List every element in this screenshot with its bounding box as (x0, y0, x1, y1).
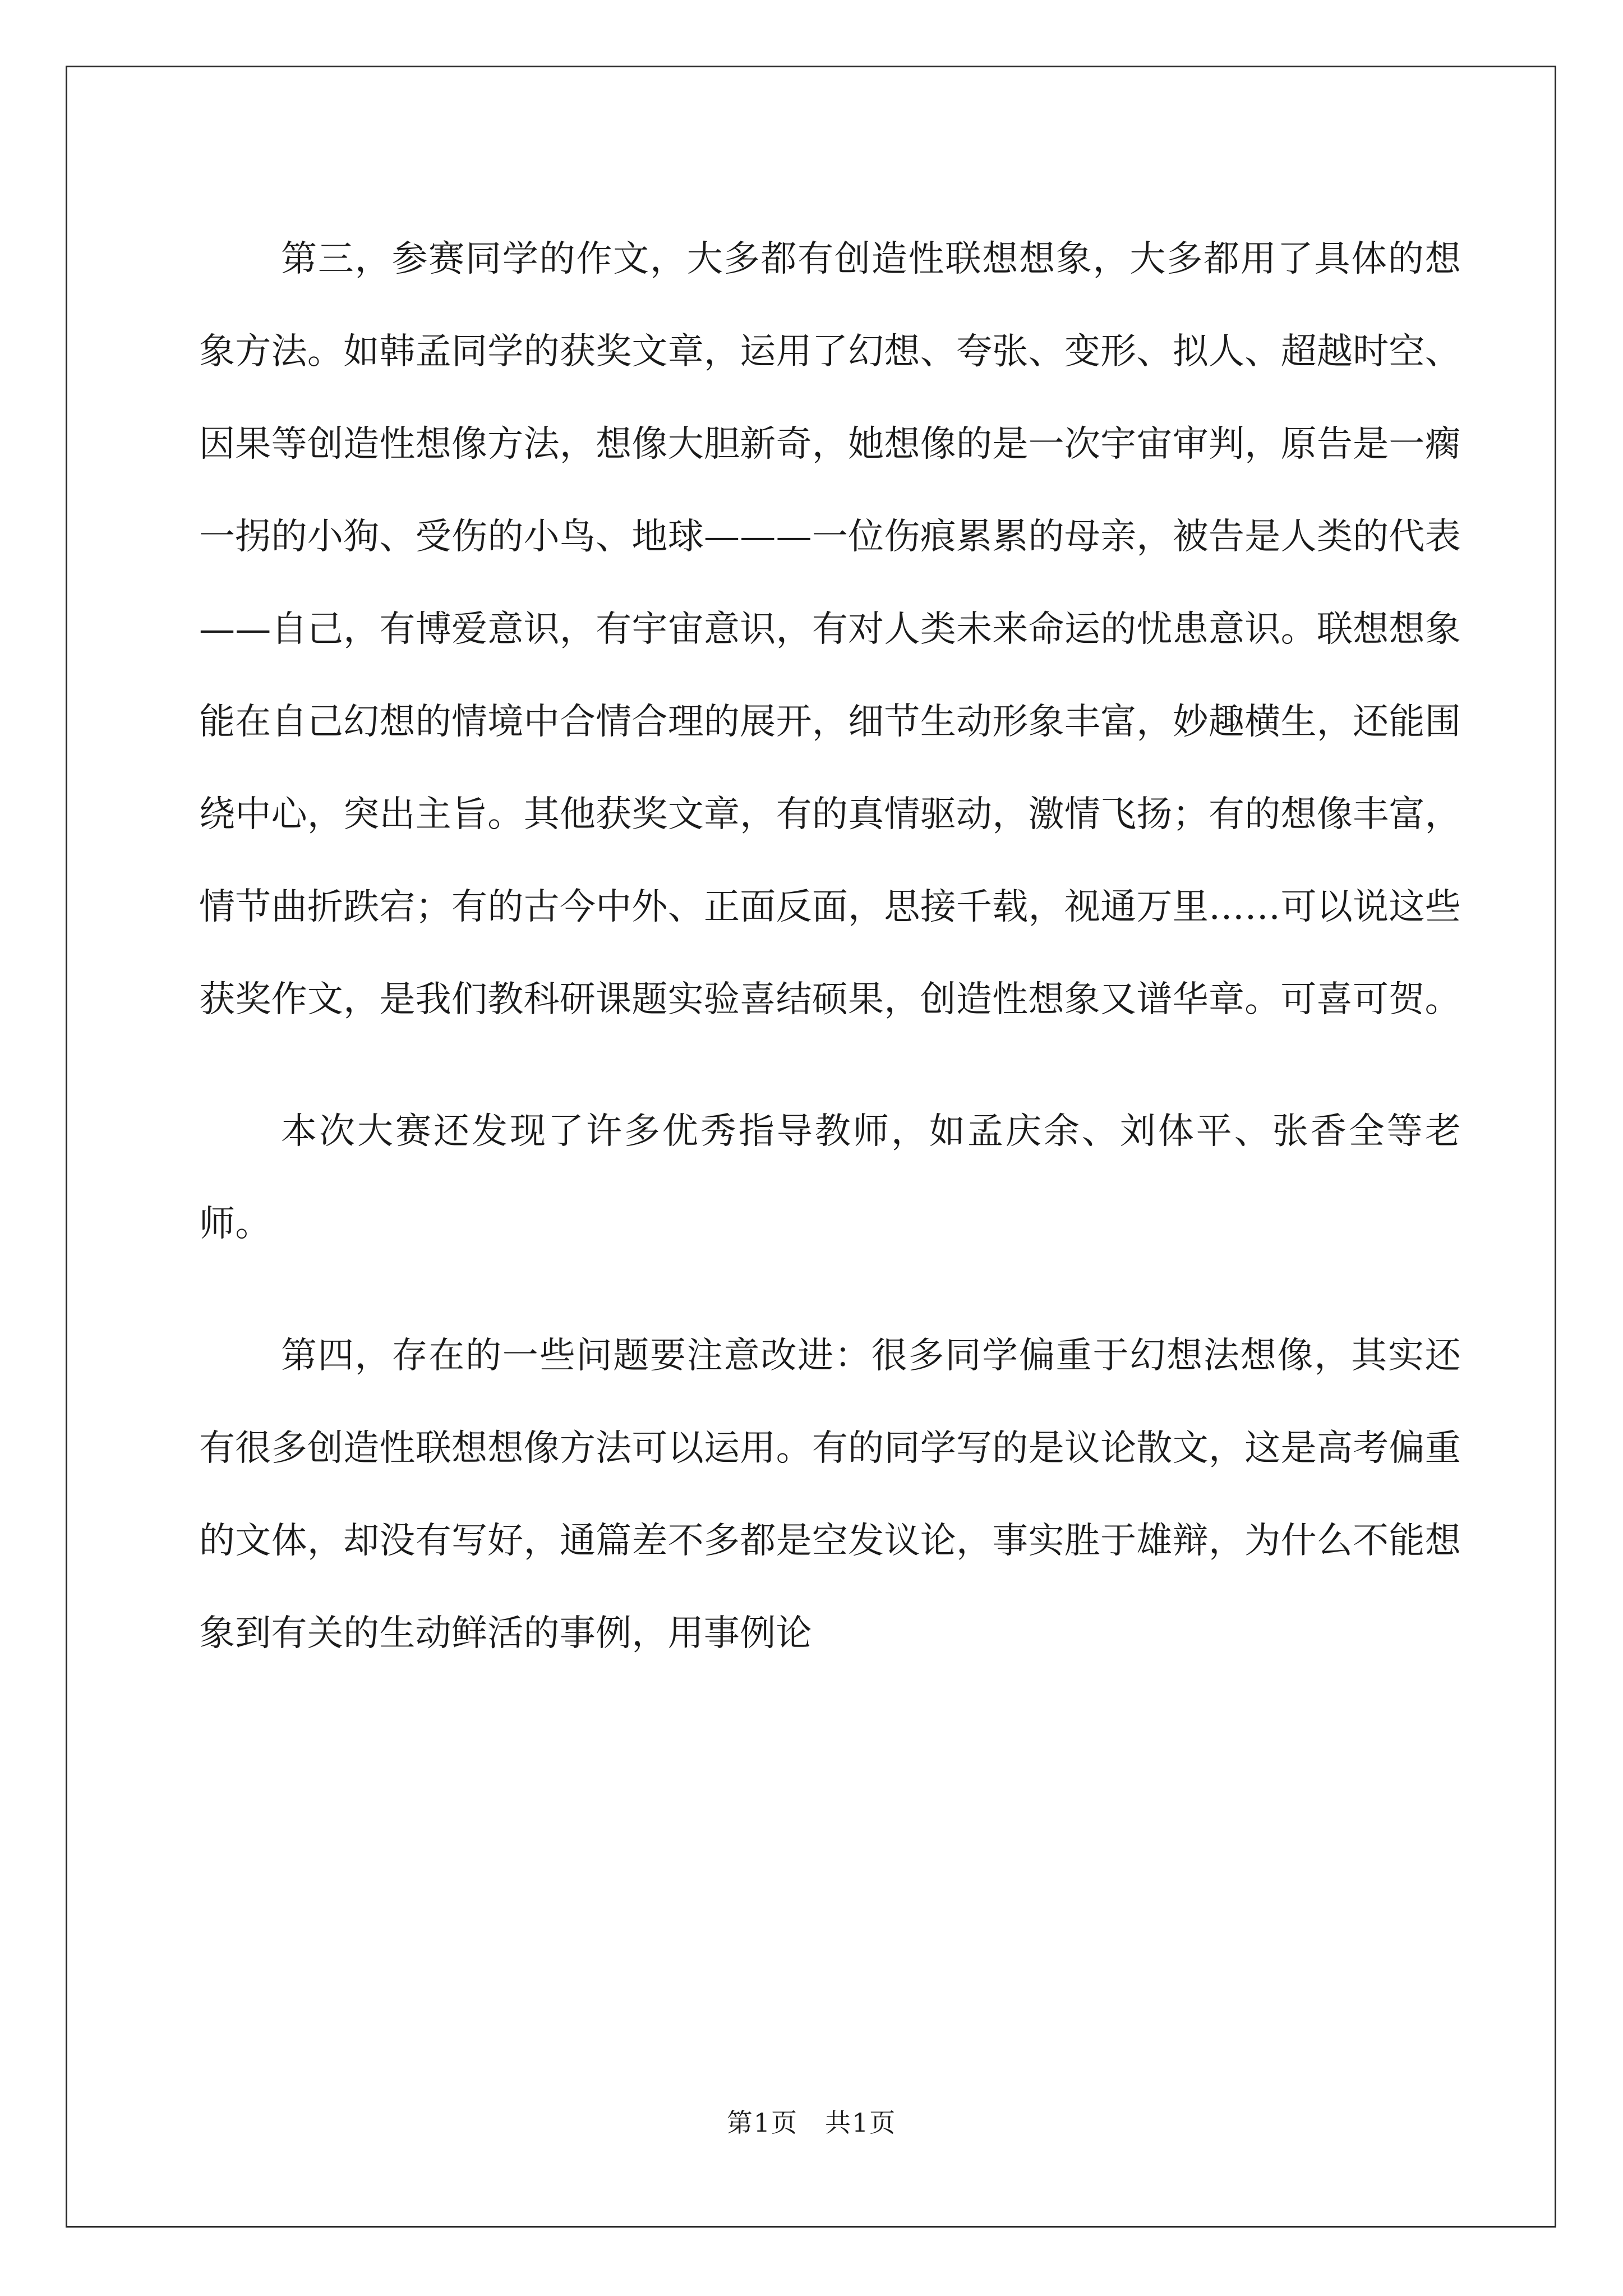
paragraph-third-point: 第三，参赛同学的作文，大多都有创造性联想想象，大多都用了具体的想象方法。如韩孟同学的获奖文章，运用了幻想、夸张、变形、拟人、超越时空、因果等创造性想像方法，想像大胆新奇，她想像的是一次宇宙审判，原告是一瘸一拐的小狗、受伤的小鸟、地球———一位伤痕累累的母亲，被告是人类的代表——自己，有博爱意识，有宇宙意识，有对人类未来命运的忧患意识。联想想象能在自己幻想的情境中合情合理的展开，细节生动形象丰富，妙趣横生，还能围绕中心，突出主旨。其他获奖文章，有的真情驱动，激情飞扬；有的想像丰富，情节曲折跌宕；有的古今中外、正面反面，思接千载，视通万里……可以说这些获奖作文，是我们教科研课题实验喜结硕果，创造性想象又谱华章。可喜可贺。 (199, 238, 1461, 1020)
paragraph-teachers: 本次大赛还发现了许多优秀指导教师，如孟庆余、刘体平、张香全等老师。 (199, 1111, 1461, 1245)
document-body (199, 213, 1461, 1680)
paragraph-fourth-point: 第四，存在的一些问题要注意改进：很多同学偏重于幻想法想像，其实还有很多创造性联想想像方法可以运用。有的同学写的是议论散文，这是高考偏重的文体，却没有写好，通篇差不多都是空发议论，事实胜于雄辩，为什么不能想象到有关的生动鲜活的事例，用事例论 (199, 1335, 1461, 1654)
page-footer: 第1页 共1页 (726, 2108, 897, 2138)
